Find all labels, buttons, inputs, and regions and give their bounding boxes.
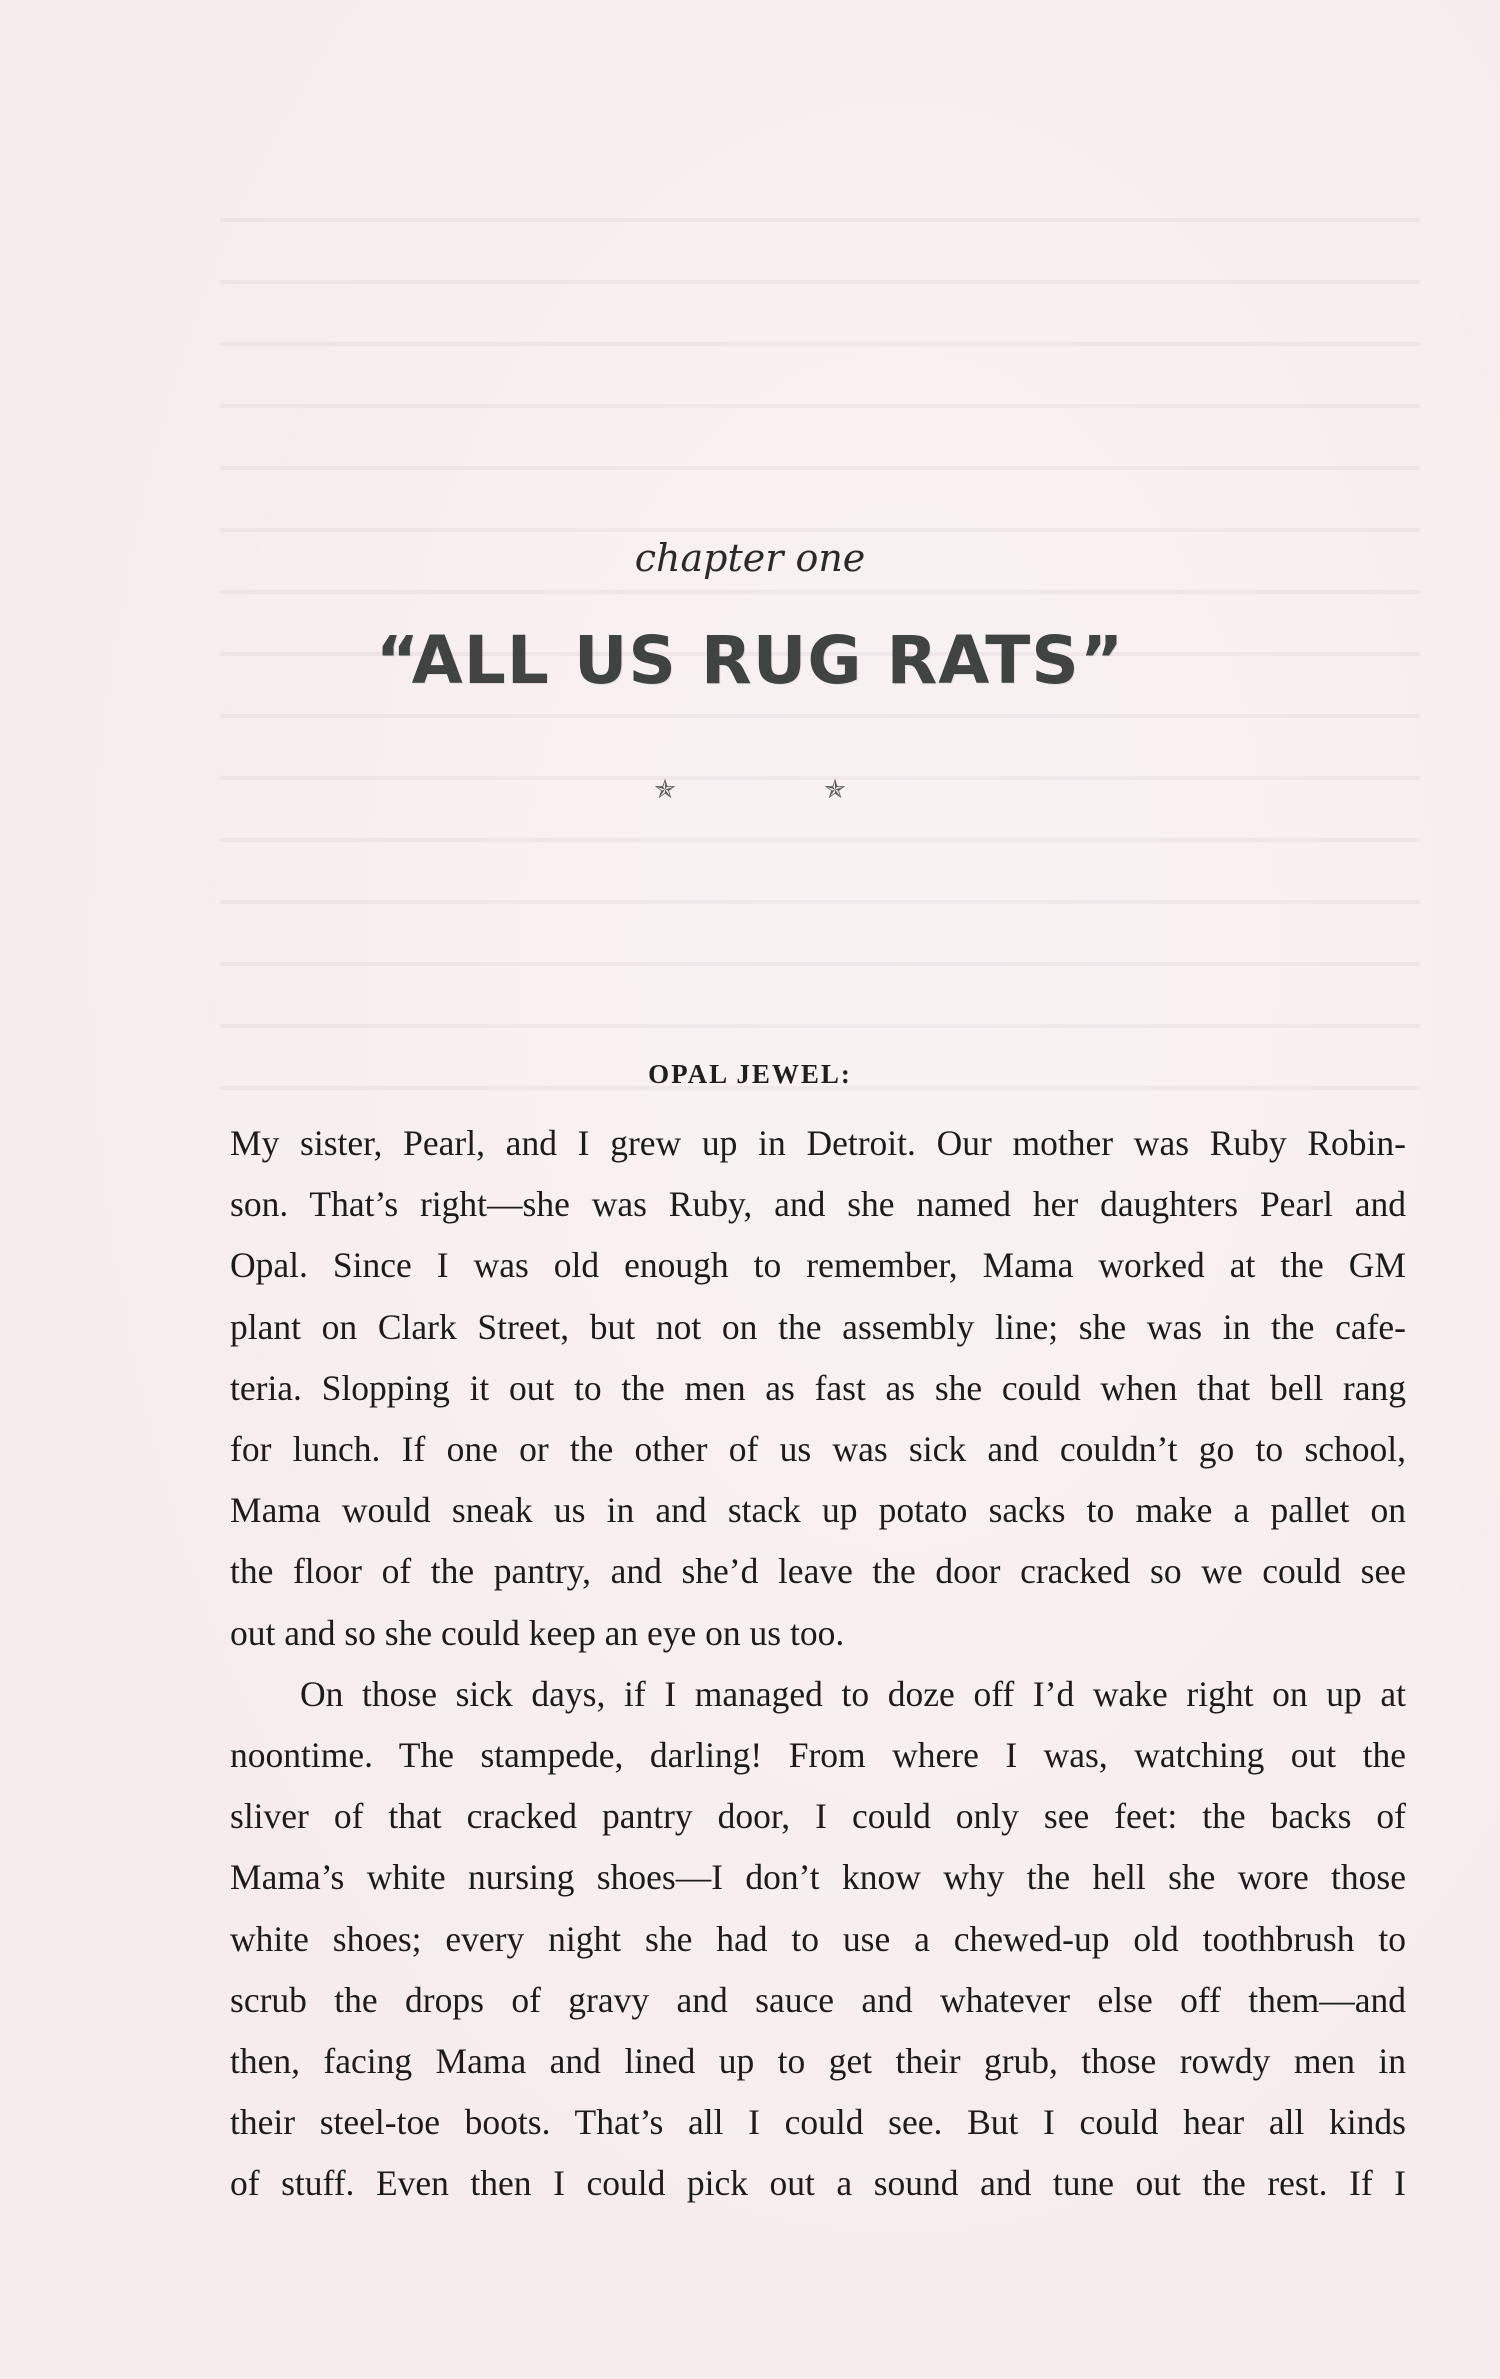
- text-line: son. That’s right—she was Ruby, and she named her daughters Pearl and: [230, 1184, 1406, 1225]
- text-line: My sister, Pearl, and I grew up in Detroit. Our mother was Ruby Robin-: [230, 1123, 1406, 1163]
- text-line: Mama’s white nursing shoes—I don’t know why the hell she wore those: [230, 1857, 1406, 1898]
- text-line: sliver of that cracked pantry door, I could only see feet: the backs of: [230, 1796, 1406, 1837]
- show-through-line: [220, 900, 1420, 904]
- text-line: teria. Slopping it out to the men as fast as she could when that bell rang: [230, 1367, 1406, 1408]
- show-through-line: [220, 838, 1420, 842]
- show-through-line: [220, 404, 1420, 408]
- text-line: for lunch. If one or the other of us was sick and couldn’t go to school,: [230, 1429, 1406, 1470]
- show-through-line: [220, 1024, 1420, 1028]
- text-line: then, facing Mama and lined up to get their grub, those rowdy men in: [230, 2041, 1406, 2082]
- text-line: Opal. Since I was old enough to remember, Mama worked at the GM: [230, 1245, 1406, 1286]
- star-ornament-icon: ✯ ✯: [654, 775, 916, 805]
- show-through-line: [220, 590, 1420, 594]
- text-line: noontime. The stampede, darling! From where I was, watching out the: [230, 1735, 1406, 1776]
- show-through-line: [220, 528, 1420, 532]
- text-line: out and so she could keep an eye on us too.: [230, 1612, 845, 1653]
- speaker-heading: OPAL JEWEL:: [648, 1059, 852, 1089]
- text-line: white shoes; every night she had to use a chewed-up old toothbrush to: [230, 1918, 1406, 1959]
- show-through-line: [220, 466, 1420, 470]
- show-through-line: [220, 714, 1420, 718]
- show-through-line: [220, 218, 1420, 222]
- show-through-line: [220, 962, 1420, 966]
- chapter-title: “ALL US RUG RATS”: [375, 622, 1125, 699]
- text-line: scrub the drops of gravy and sauce and whatever else off them—and: [230, 1979, 1406, 2020]
- text-line: Mama would sneak us in and stack up potato sacks to make a pallet on: [230, 1490, 1406, 1531]
- body-text: [230, 1113, 1406, 2215]
- show-through-line: [220, 280, 1420, 284]
- text-line: the floor of the pantry, and she’d leave the door cracked so we could see: [230, 1551, 1406, 1592]
- text-line: their steel-toe boots. That’s all I could see. But I could hear all kinds: [230, 2102, 1406, 2143]
- chapter-label: chapter one: [634, 536, 866, 580]
- show-through-line: [220, 342, 1420, 346]
- text-line: of stuff. Even then I could pick out a sound and tune out the rest. If I: [230, 2163, 1406, 2204]
- text-line: plant on Clark Street, but not on the assembly line; she was in the cafe-: [230, 1306, 1406, 1347]
- text-line: On those sick days, if I managed to doze off I’d wake right on up at: [300, 1673, 1406, 1714]
